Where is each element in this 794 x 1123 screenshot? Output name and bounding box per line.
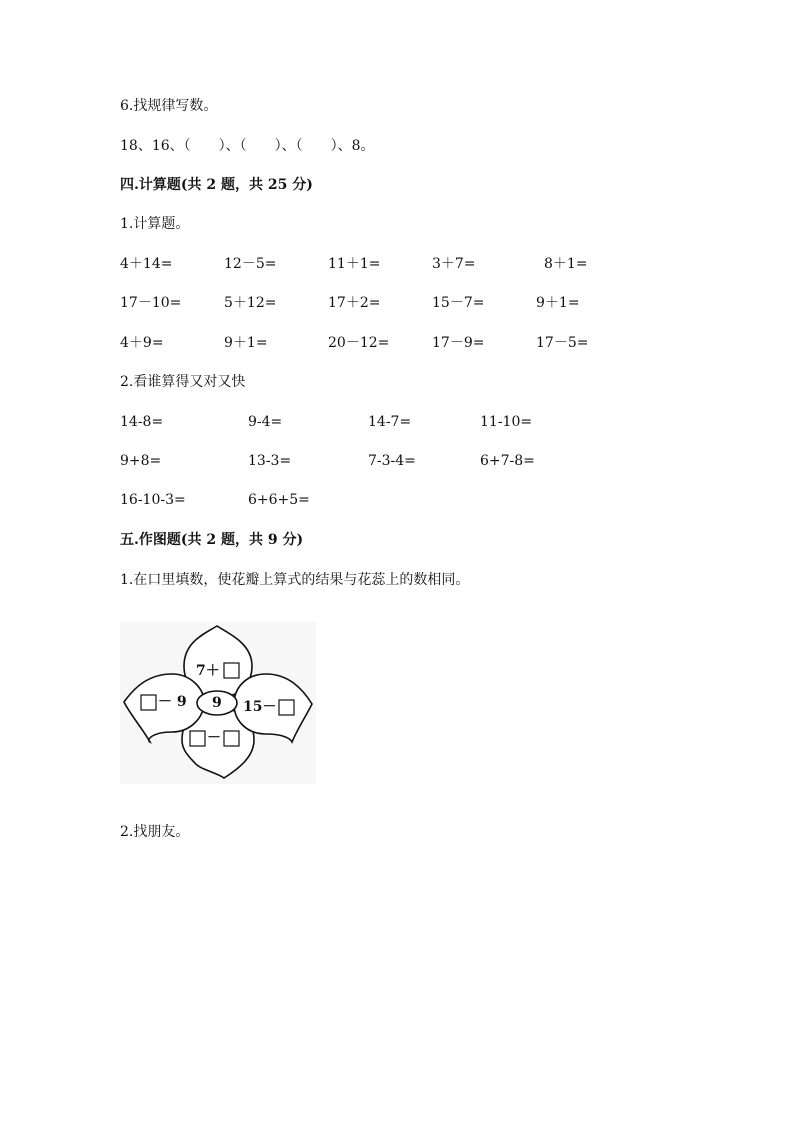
calc-item: 14-8= [120, 414, 164, 430]
calc-item: 14-7= [368, 414, 412, 430]
calc-item: 17＋2= [328, 295, 381, 311]
left-petal-expression: － 9 [158, 694, 187, 710]
calc-item: 13-3= [248, 453, 292, 469]
calc-item: 7-3-4= [368, 453, 416, 469]
calc-item: 20－12= [328, 335, 390, 351]
calc-item: 9＋1= [536, 295, 580, 311]
top-petal-expression: 7＋ [196, 663, 220, 679]
calc-item: 9-4= [248, 414, 283, 430]
calc-item: 6+7-8= [480, 453, 535, 469]
calc-item: 11＋1= [328, 256, 381, 272]
calc-item: 4＋9= [120, 335, 164, 351]
calc-item: 12－5= [224, 256, 277, 272]
calc-problem-2-title: 2.看谁算得又对又快 [120, 374, 246, 390]
calc-problem-1-title: 1.计算题。 [120, 216, 190, 232]
left-petal-box [141, 695, 156, 710]
bottom-petal-box-a [190, 731, 205, 746]
bottom-petal-box-b [224, 731, 239, 746]
calc-item: 17－9= [432, 335, 485, 351]
calc-item: 5＋12= [224, 295, 277, 311]
flower-diagram [120, 622, 316, 784]
calc-item: 15－7= [432, 295, 485, 311]
right-petal-expression: 15－ [243, 699, 277, 715]
calc-item: 9+8= [120, 453, 162, 469]
question-6-title: 6.找规律写数。 [120, 98, 218, 114]
calc-item: 16-10-3= [120, 492, 186, 508]
number-sequence: 18、16、（ ）、（ ）、（ ）、8。 [120, 138, 375, 154]
calc-item: 11-10= [480, 414, 533, 430]
calc-item: 9＋1= [224, 335, 268, 351]
calc-item: 17－10= [120, 295, 182, 311]
bottom-petal-expression: － [207, 730, 221, 746]
calc-item: 4＋14= [120, 256, 173, 272]
center-number: 9 [212, 695, 222, 711]
right-petal-box [279, 700, 294, 715]
calc-item: 6+6+5= [248, 492, 310, 508]
calc-item: 3＋7= [432, 256, 476, 272]
drawing-problem-2-title: 2.找朋友。 [120, 824, 190, 840]
calc-item: 8＋1= [544, 256, 588, 272]
drawing-problem-1-title: 1.在口里填数，使花瓣上算式的结果与花蕊上的数相同。 [120, 572, 470, 588]
section-4-heading: 四.计算题(共 2 题，共 25 分) [120, 177, 313, 193]
calc-item: 17－5= [536, 335, 589, 351]
top-petal-box [224, 663, 239, 678]
section-5-heading: 五.作图题(共 2 题，共 9 分) [120, 532, 304, 548]
